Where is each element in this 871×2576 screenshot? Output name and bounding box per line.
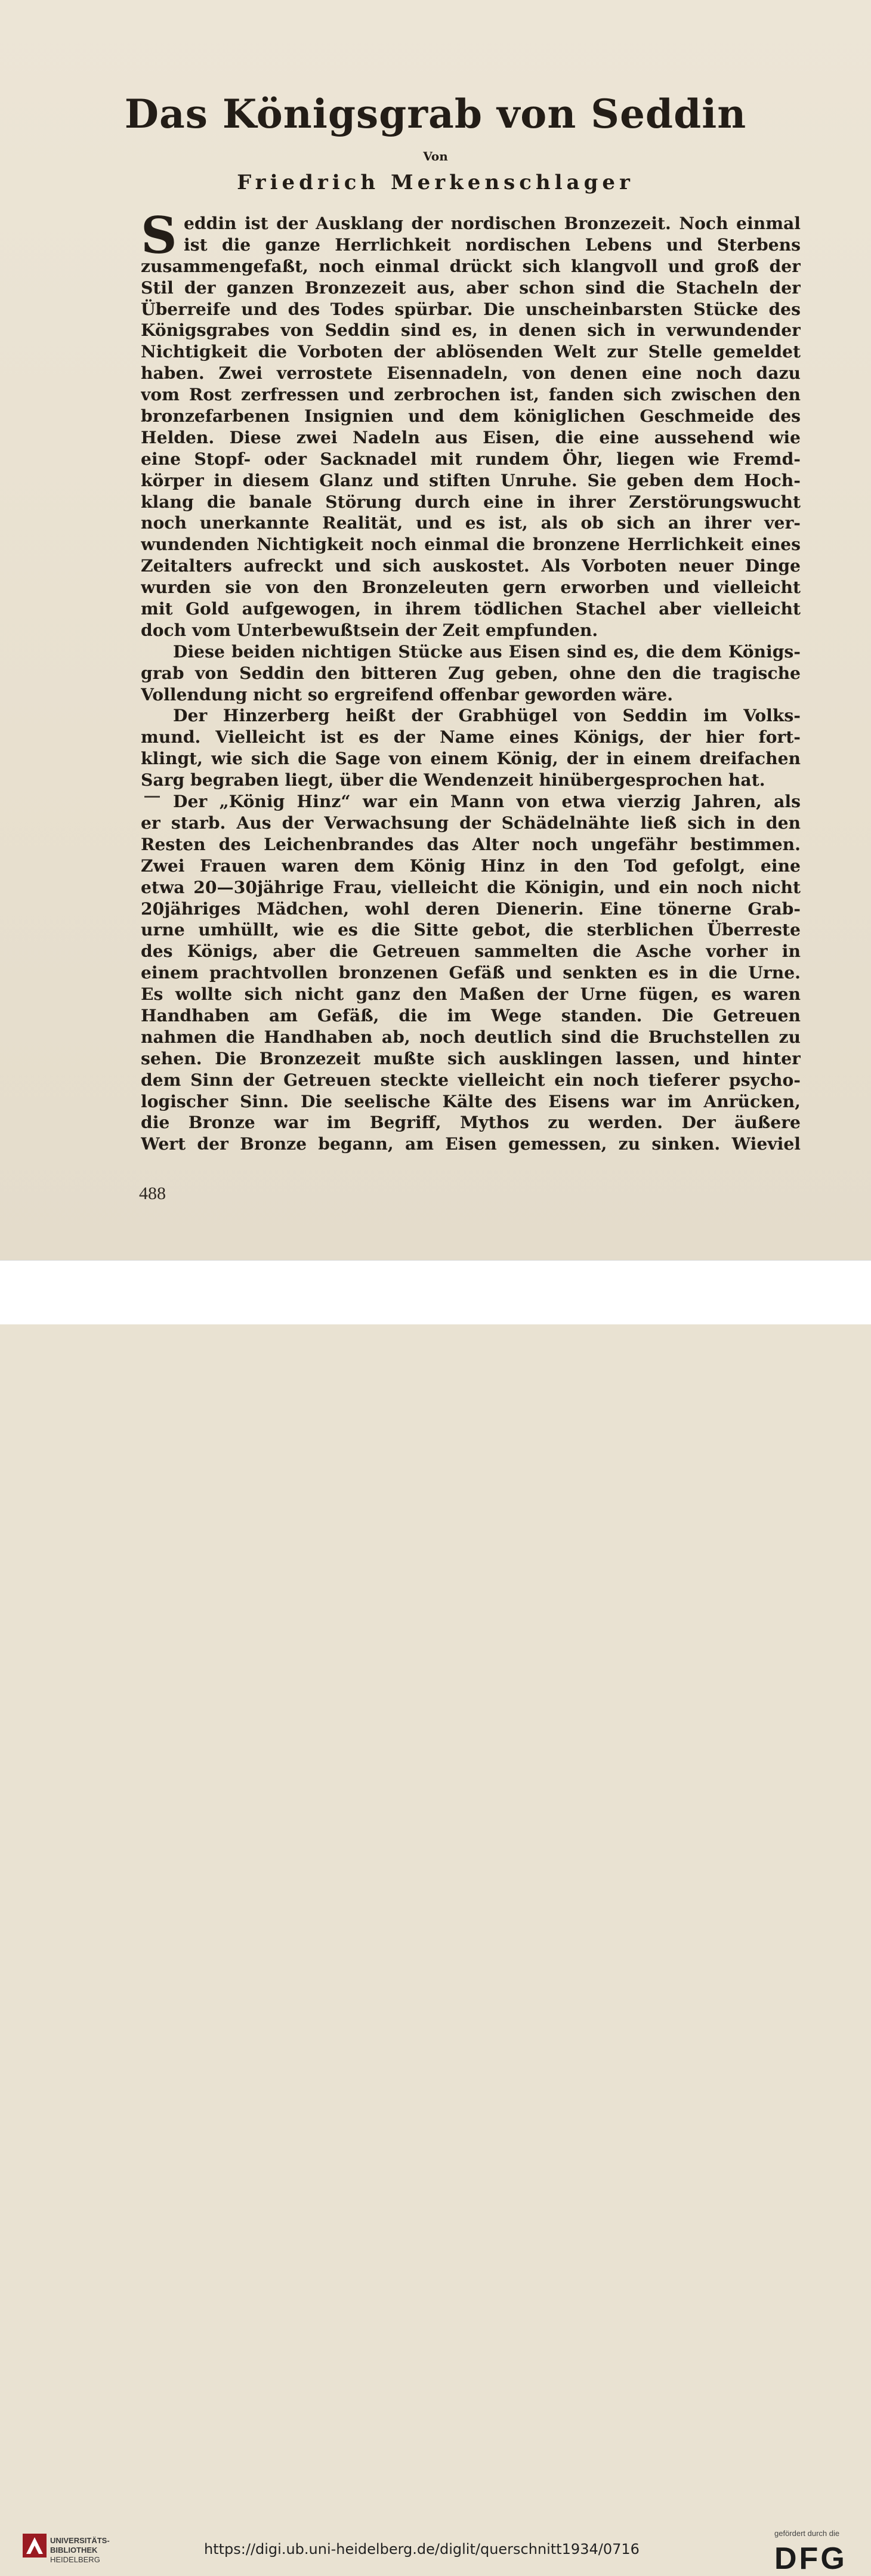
- text-line: Überreife und des Todes spürbar. Die unscheinbarsten Stücke des: [141, 299, 801, 319]
- text-line: dem Sinn der Getreuen steckte vielleicht ein noch tieferer psycho-: [141, 1070, 801, 1090]
- text-line: Zeitalters aufreckt und sich auskostet. Als Vorboten neuer Dinge: [141, 556, 801, 576]
- viewer-footer: [0, 1260, 871, 2576]
- text-line: des Königs, aber die Getreuen sammelten die Asche vorher in: [141, 941, 801, 962]
- paragraph: [141, 206, 801, 641]
- text-line: mund. Vielleicht ist es der Name eines Königs, der hier fort-: [141, 727, 801, 748]
- text-line: Wert der Bronze begann, am Eisen gemessen, zu sinken. Wieviel: [141, 1134, 801, 1154]
- text-line: mit Gold aufgewogen, in ihrem tödlichen Stachel aber vielleicht: [141, 599, 801, 619]
- text-line: wundenden Nichtigkeit noch einmal die bronzene Herrlichkeit eines: [141, 535, 801, 555]
- text-line: eddin ist der Ausklang der nordischen Bronzezeit. Noch einmal: [184, 214, 801, 233]
- text-line: haben. Zwei verrostete Eisennadeln, von denen eine noch dazu: [141, 363, 801, 384]
- text-line: Resten des Leichenbrandes das Alter noch ungefähr bestimmen.: [141, 834, 801, 854]
- text-line: die Bronze war im Begriff, Mythos zu werden. Der äußere: [141, 1113, 801, 1133]
- text-line: Es wollte sich nicht ganz den Maßen der Urne fügen, es waren: [141, 984, 801, 1005]
- text-line: Der „König Hinz“ war ein Mann von etwa vierzig Jahren, als: [173, 792, 801, 812]
- text-line: Der Hinzerberg heißt der Grabhügel von Seddin im Volks-: [173, 706, 801, 726]
- text-line: klang die banale Störung durch eine in ihrer Zerstörungswucht: [141, 492, 801, 512]
- text-line: körper in diesem Glanz und stiften Unruhe. Sie geben dem Hoch-: [141, 470, 801, 490]
- text-line: noch unerkannte Realität, und es ist, als ob sich an ihrer ver-: [141, 513, 801, 533]
- text-line: er starb. Aus der Verwachsung der Schädelnähte ließ sich in den: [141, 813, 801, 833]
- text-line: einem prachtvollen bronzenen Gefäß und senkten es in die Urne.: [141, 963, 801, 983]
- text-line: Diese beiden nichtigen Stücke aus Eisen sind es, die dem Königs-: [173, 641, 801, 662]
- margin-mark: [144, 796, 160, 798]
- text-line: Königsgrabes von Seddin sind es, in denen sich in verwundender: [141, 320, 801, 341]
- article-body: [141, 206, 801, 1155]
- funded-by-label: gefördert durch die: [774, 2529, 840, 2538]
- dfg-logo: DFG: [774, 2541, 847, 2576]
- text-line: Helden. Diese zwei Nadeln aus Eisen, die eine aussehend wie: [141, 427, 801, 447]
- author-name: Friedrich Merkenschlager: [237, 171, 634, 194]
- text-line: Nichtigkeit die Vorboten der ablösenden Welt zur Stelle gemeldet: [141, 342, 801, 362]
- paragraph: [141, 791, 801, 1155]
- page-number: 488: [139, 1184, 166, 1203]
- text-line: sehen. Die Bronzezeit mußte sich ausklingen lassen, und hinter: [141, 1048, 801, 1068]
- text-line: Zwei Frauen waren dem König Hinz in den Tod gefolgt, eine: [141, 855, 801, 876]
- library-name: [50, 2536, 110, 2565]
- paragraph: [141, 705, 801, 791]
- paragraph: [141, 641, 801, 706]
- scanned-page: [0, 0, 871, 1260]
- byline: Von: [423, 149, 448, 163]
- text-line: Stil der ganzen Bronzezeit aus, aber schon sind die Stacheln der: [141, 277, 801, 298]
- text-line: Vollendung nicht so ergreifend offenbar geworden wäre.: [141, 684, 674, 705]
- text-line: ist die ganze Herrlichkeit nordischen Lebens und Sterbens: [184, 234, 801, 255]
- permalink-url[interactable]: https://digi.ub.uni-heidelberg.de/diglit/querschnitt1934/0716: [204, 2541, 640, 2558]
- page-title: Das Königsgrab von Seddin: [124, 91, 747, 137]
- text-line: vom Rost zerfressen und zerbrochen ist, fanden sich zwischen den: [141, 385, 801, 405]
- text-line: Sarg begraben liegt, über die Wendenzeit hinübergesprochen hat.: [141, 770, 765, 790]
- university-library-logo-icon: [23, 2534, 47, 2558]
- text-line: urne umhüllt, wie es die Sitte gebot, die sterblichen Überreste: [141, 920, 801, 940]
- drop-cap: S: [141, 206, 177, 265]
- text-line: bronzefarbenen Insignien und dem königlichen Geschmeide des: [141, 406, 801, 427]
- text-line: 20jähriges Mädchen, wohl deren Dienerin. Eine tönerne Grab-: [141, 898, 801, 919]
- text-line: wurden sie von den Bronzeleuten gern erworben und vielleicht: [141, 577, 801, 598]
- text-line: logischer Sinn. Die seelische Kälte des Eisens war im Anrücken,: [141, 1091, 801, 1111]
- library-line: UNIVERSITÄTS-: [50, 2536, 110, 2545]
- library-line: BIBLIOTHEK: [50, 2546, 98, 2555]
- library-line: HEIDELBERG: [50, 2555, 100, 2564]
- text-line: eine Stopf- oder Sacknadel mit rundem Öhr, liegen wie Fremd-: [141, 449, 801, 469]
- text-line: nahmen die Handhaben ab, noch deutlich sind die Bruchstellen zu: [141, 1027, 801, 1047]
- text-line: doch vom Unterbewußtsein der Zeit empfunden.: [141, 620, 598, 640]
- text-line: klingt, wie sich die Sage von einem König, der in einem dreifachen: [141, 749, 801, 769]
- text-line: grab von Seddin den bitteren Zug geben, ohne den die tragische: [141, 663, 801, 683]
- text-line: Handhaben am Gefäß, die im Wege standen. Die Getreuen: [141, 1005, 801, 1026]
- text-line: zusammengefaßt, noch einmal drückt sich klangvoll und groß der: [141, 256, 801, 276]
- text-line: etwa 20—30jährige Frau, vielleicht die Königin, und ein noch nicht: [141, 877, 801, 897]
